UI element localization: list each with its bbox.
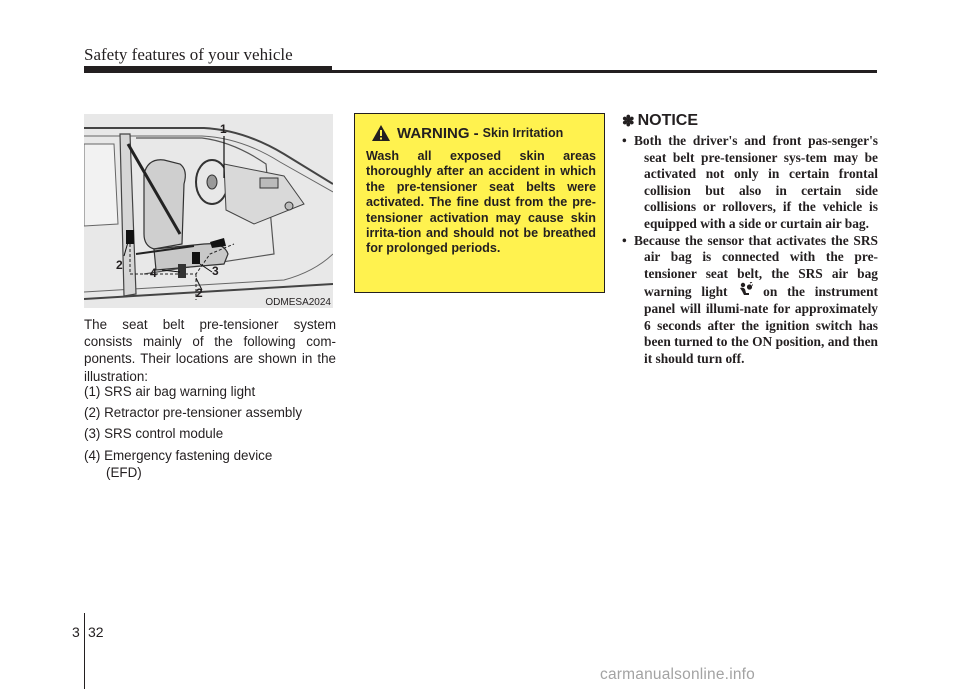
- bullet-icon: •: [622, 133, 627, 148]
- component-label: (1) SRS air bag warning light: [84, 384, 256, 399]
- header-rule: [84, 70, 877, 73]
- footer-rule: [84, 613, 85, 689]
- component-label: (3) SRS control module: [84, 426, 224, 442]
- pretensioner-illustration: [84, 114, 333, 308]
- warning-header: [371, 124, 563, 142]
- airbag-warning-light-icon: [737, 282, 753, 298]
- list-item: [84, 404, 336, 421]
- chapter-number: 3: [72, 624, 80, 640]
- notice-heading: [622, 112, 698, 130]
- callout-2-lower: 2: [196, 286, 203, 300]
- notice-text-wrapper: [634, 233, 878, 368]
- list-item: [84, 447, 336, 481]
- car-interior-drawing: [84, 114, 333, 308]
- callout-2-retractor: 2: [116, 258, 123, 272]
- list-item: [84, 383, 336, 400]
- intro-paragraph: The seat belt pre-tensioner system consists mainly of the following com-ponents. Their locations are shown in the illustration:: [84, 317, 336, 384]
- component-list: [84, 383, 336, 485]
- notice-item: [622, 233, 878, 368]
- warning-box: [354, 113, 605, 293]
- notice-text: Both the driver's and front pas-senger's seat belt pre-tensioner sys-tem may be activated not only in certain frontal collision but also in certain side collisions or rollovers, if the vehicle is equipped with a side or curtain air bag.: [634, 133, 878, 231]
- notice-text: Because the sensor that activates the SRS air bag is connected with the pre-tensioner seat belt, the SRS air bag warning light: [634, 232, 878, 300]
- callout-3: 3: [212, 264, 219, 278]
- notice-star-icon: ✽: [622, 113, 635, 130]
- notice-list: [622, 133, 878, 367]
- figure-code: ODMESA2024: [265, 297, 331, 308]
- callout-1: 1: [220, 122, 227, 136]
- page-number: 32: [88, 624, 104, 640]
- notice-item: [622, 133, 878, 233]
- warning-subtitle: Skin Irritation: [482, 126, 564, 140]
- notice-text-continued: on the instrument panel will illumi-nate for approximately 6 seconds after the ignition switch has been turned to the ON position, and then it should turn off.: [644, 284, 878, 366]
- callout-4: 4: [150, 266, 157, 280]
- warning-triangle-icon: [371, 124, 391, 142]
- watermark: carmanualsonline.info: [600, 666, 755, 683]
- list-item: [84, 425, 336, 442]
- component-label-continued: (EFD): [106, 464, 142, 480]
- bullet-icon: •: [622, 232, 627, 248]
- page-header-title: Safety features of your vehicle: [84, 45, 293, 64]
- warning-body: Wash all exposed skin areas thoroughly after an accident in which the pre-tensioner seat belts were activated. The fine dust from the pre-tensioner activation may cause skin irrita-tion and should not be breathed for prolonged periods.: [366, 149, 596, 256]
- notice-title: NOTICE: [637, 112, 699, 129]
- component-label: (2) Retractor pre-tensioner assembly: [84, 405, 303, 421]
- warning-title: WARNING -: [397, 124, 479, 142]
- component-label: (4) Emergency fastening device: [84, 447, 273, 463]
